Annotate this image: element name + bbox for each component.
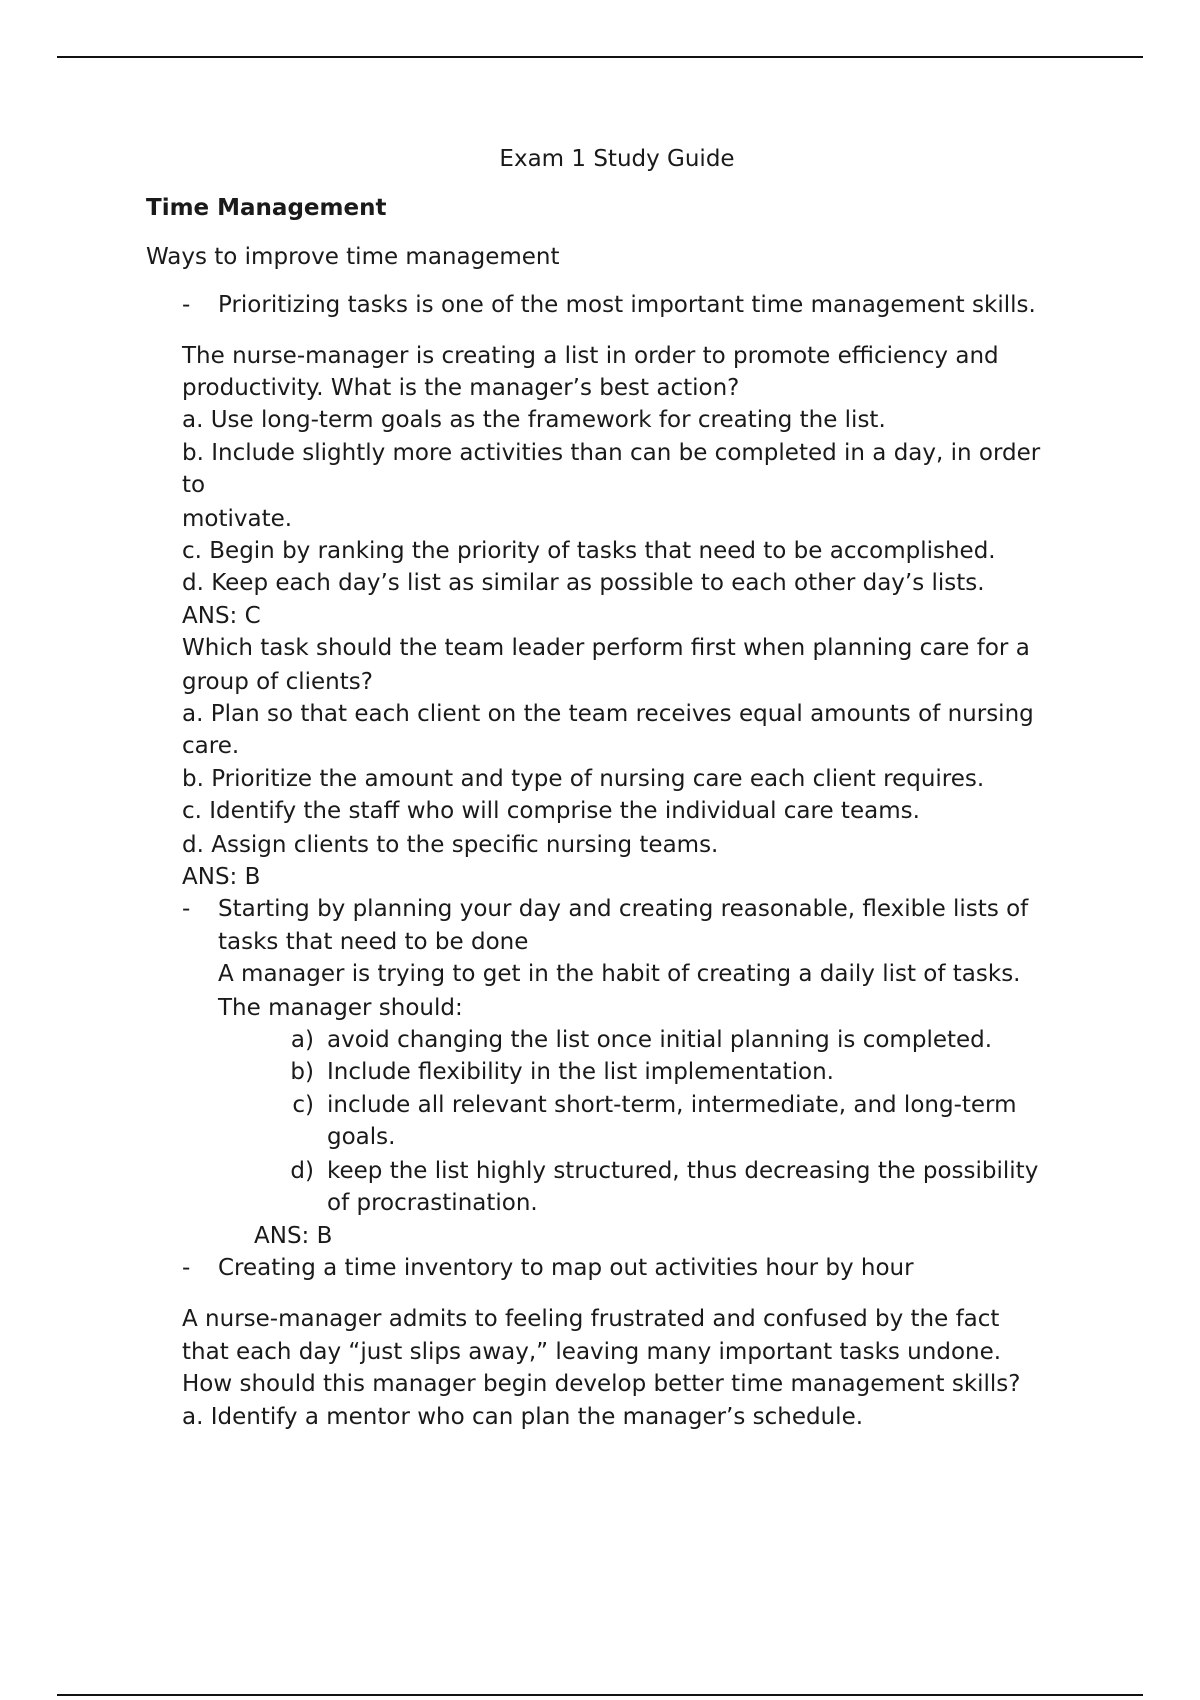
q4-stem-line1: A nurse-manager admits to feeling frustrated and confused by the fact <box>182 1306 1000 1332</box>
q3-option-d-marker: d) <box>290 1158 314 1184</box>
q3-option-c-marker: c) <box>292 1092 314 1118</box>
q4-option-a: a. Identify a mentor who can plan the manager’s schedule. <box>182 1404 864 1430</box>
q2-option-b: b. Prioritize the amount and type of nursing care each client requires. <box>182 766 985 792</box>
q3-option-d-line2: of procrastination. <box>327 1190 538 1216</box>
q2-answer: ANS: B <box>182 864 261 890</box>
q1-stem-line1: The nurse-manager is creating a list in order to promote efficiency and <box>182 343 999 369</box>
intro-text: Ways to improve time management <box>146 244 560 270</box>
bullet-planning-line2: tasks that need to be done <box>218 929 529 955</box>
q3-option-a: avoid changing the list once initial planning is completed. <box>327 1027 993 1053</box>
document-title: Exam 1 Study Guide <box>499 146 735 172</box>
q1-option-b-line2: to <box>182 472 206 498</box>
q3-option-c-line2: goals. <box>327 1124 396 1150</box>
q2-stem-line2: group of clients? <box>182 669 373 695</box>
q1-stem-line2: productivity. What is the manager’s best action? <box>182 375 740 401</box>
q2-option-a-line2: care. <box>182 733 240 759</box>
bullet-prioritizing: Prioritizing tasks is one of the most important time management skills. <box>218 292 1036 318</box>
q4-stem-line2: that each day “just slips away,” leaving many important tasks undone. <box>182 1339 1002 1365</box>
bullet-marker: - <box>182 896 191 922</box>
q1-option-a: a. Use long-term goals as the framework for creating the list. <box>182 407 886 433</box>
bullet-marker: - <box>182 292 191 318</box>
q2-option-a-line1: a. Plan so that each client on the team receives equal amounts of nursing <box>182 701 1034 727</box>
q3-stem-line2: The manager should: <box>218 995 463 1021</box>
bullet-time-inventory: Creating a time inventory to map out activities hour by hour <box>218 1255 914 1281</box>
q3-option-b-marker: b) <box>290 1059 314 1085</box>
q2-option-c: c. Identify the staff who will comprise the individual care teams. <box>182 798 920 824</box>
q1-option-c: c. Begin by ranking the priority of tasks that need to be accomplished. <box>182 538 996 564</box>
q1-option-d: d. Keep each day’s list as similar as possible to each other day’s lists. <box>182 570 985 596</box>
q3-stem-line1: A manager is trying to get in the habit of creating a daily list of tasks. <box>218 961 1021 987</box>
q4-stem-line3: How should this manager begin develop better time management skills? <box>182 1371 1021 1397</box>
q3-option-a-marker: a) <box>290 1027 314 1053</box>
q3-option-c-line1: include all relevant short-term, intermediate, and long-term <box>327 1092 1017 1118</box>
q2-option-d: d. Assign clients to the specific nursing teams. <box>182 832 719 858</box>
bullet-marker: - <box>182 1255 191 1281</box>
section-heading: Time Management <box>146 195 387 221</box>
q1-answer: ANS: C <box>182 603 261 629</box>
bullet-planning-line1: Starting by planning your day and creating reasonable, flexible lists of <box>218 896 1029 922</box>
top-rule <box>57 56 1143 58</box>
q1-option-b-line1: b. Include slightly more activities than can be completed in a day, in order <box>182 440 1041 466</box>
q3-option-d-line1: keep the list highly structured, thus decreasing the possibility <box>327 1158 1039 1184</box>
q2-stem-line1: Which task should the team leader perform first when planning care for a <box>182 635 1030 661</box>
q1-option-b-line3: motivate. <box>182 506 293 532</box>
bottom-rule <box>57 1694 1143 1696</box>
q3-option-b: Include flexibility in the list implementation. <box>327 1059 834 1085</box>
q3-answer: ANS: B <box>254 1223 333 1249</box>
